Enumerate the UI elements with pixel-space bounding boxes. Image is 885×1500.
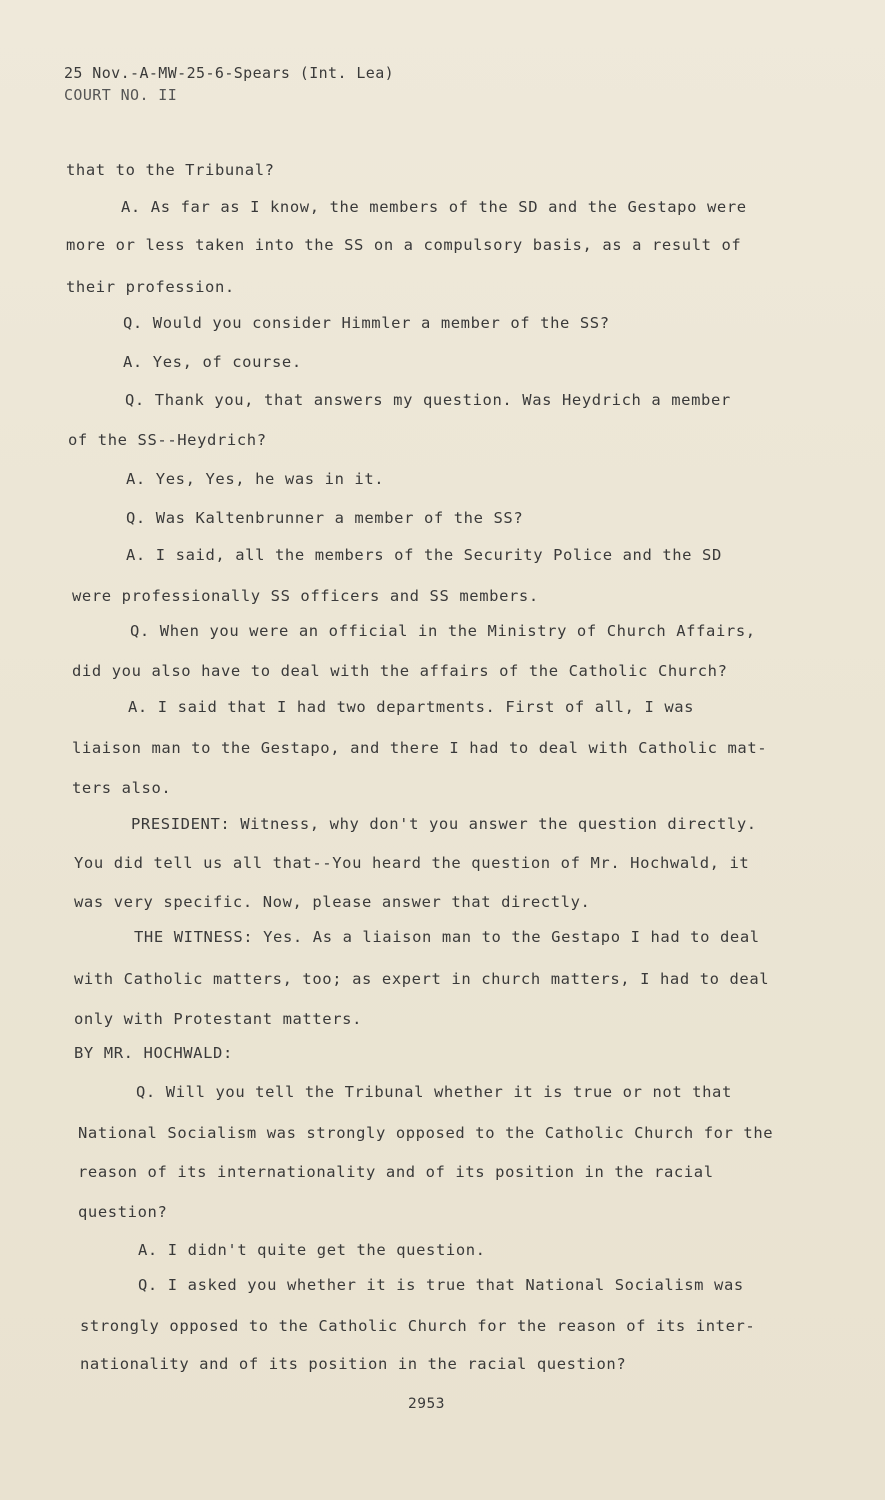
text-line: of the SS--Heydrich? [68,431,267,449]
page-number: 2953 [408,1396,445,1412]
text-line: ters also. [72,779,172,797]
text-line: more or less taken into the SS on a compulsory basis, as a result of [66,236,742,254]
text-line: A. I said that I had two departments. First of all, I was [128,698,695,716]
text-line: that to the Tribunal? [66,161,275,179]
text-line: A. Yes, Yes, he was in it. [126,470,385,488]
text-line: Q. I asked you whether it is true that National Socialism was [138,1276,744,1294]
text-line: You did tell us all that--You heard the question of Mr. Hochwald, it [74,854,750,872]
text-line: their profession. [66,278,235,296]
text-line: were professionally SS officers and SS members. [72,587,539,605]
text-line: Q. Will you tell the Tribunal whether it is true or not that [136,1083,732,1101]
text-line: Q. Was Kaltenbrunner a member of the SS? [126,509,524,527]
text-line: National Socialism was strongly opposed to the Catholic Church for the [78,1124,774,1142]
text-line: Q. When you were an official in the Ministry of Church Affairs, [130,622,756,640]
text-line: A. As far as I know, the members of the SD and the Gestapo were [121,198,747,216]
text-line: question? [78,1203,168,1221]
text-line: did you also have to deal with the affairs of the Catholic Church? [72,662,728,680]
text-line: Q. Would you consider Himmler a member of the SS? [123,314,610,332]
text-line: with Catholic matters, too; as expert in church matters, I had to deal [74,970,770,988]
text-line: reason of its internationality and of its position in the racial [78,1163,714,1181]
text-line: PRESIDENT: Witness, why don't you answer the question directly. [131,815,757,833]
text-line: only with Protestant matters. [74,1010,363,1028]
text-line: A. I said, all the members of the Security Police and the SD [126,546,722,564]
header-court-number: COURT NO. II [64,86,178,104]
text-line: strongly opposed to the Catholic Church for the reason of its inter- [80,1317,756,1335]
text-line: liaison man to the Gestapo, and there I had to deal with Catholic mat- [72,739,768,757]
text-line: nationality and of its position in the racial question? [80,1355,627,1373]
text-line: THE WITNESS: Yes. As a liaison man to the Gestapo I had to deal [134,928,760,946]
examiner-heading: BY MR. HOCHWALD: [74,1044,233,1062]
header-line-1: 25 Nov.-A-MW-25-6-Spears (Int. Lea) [64,64,395,82]
text-line: A. I didn't quite get the question. [138,1241,486,1259]
text-line: Q. Thank you, that answers my question. Was Heydrich a member [125,391,731,409]
text-line: was very specific. Now, please answer that directly. [74,893,591,911]
text-line: A. Yes, of course. [123,353,302,371]
